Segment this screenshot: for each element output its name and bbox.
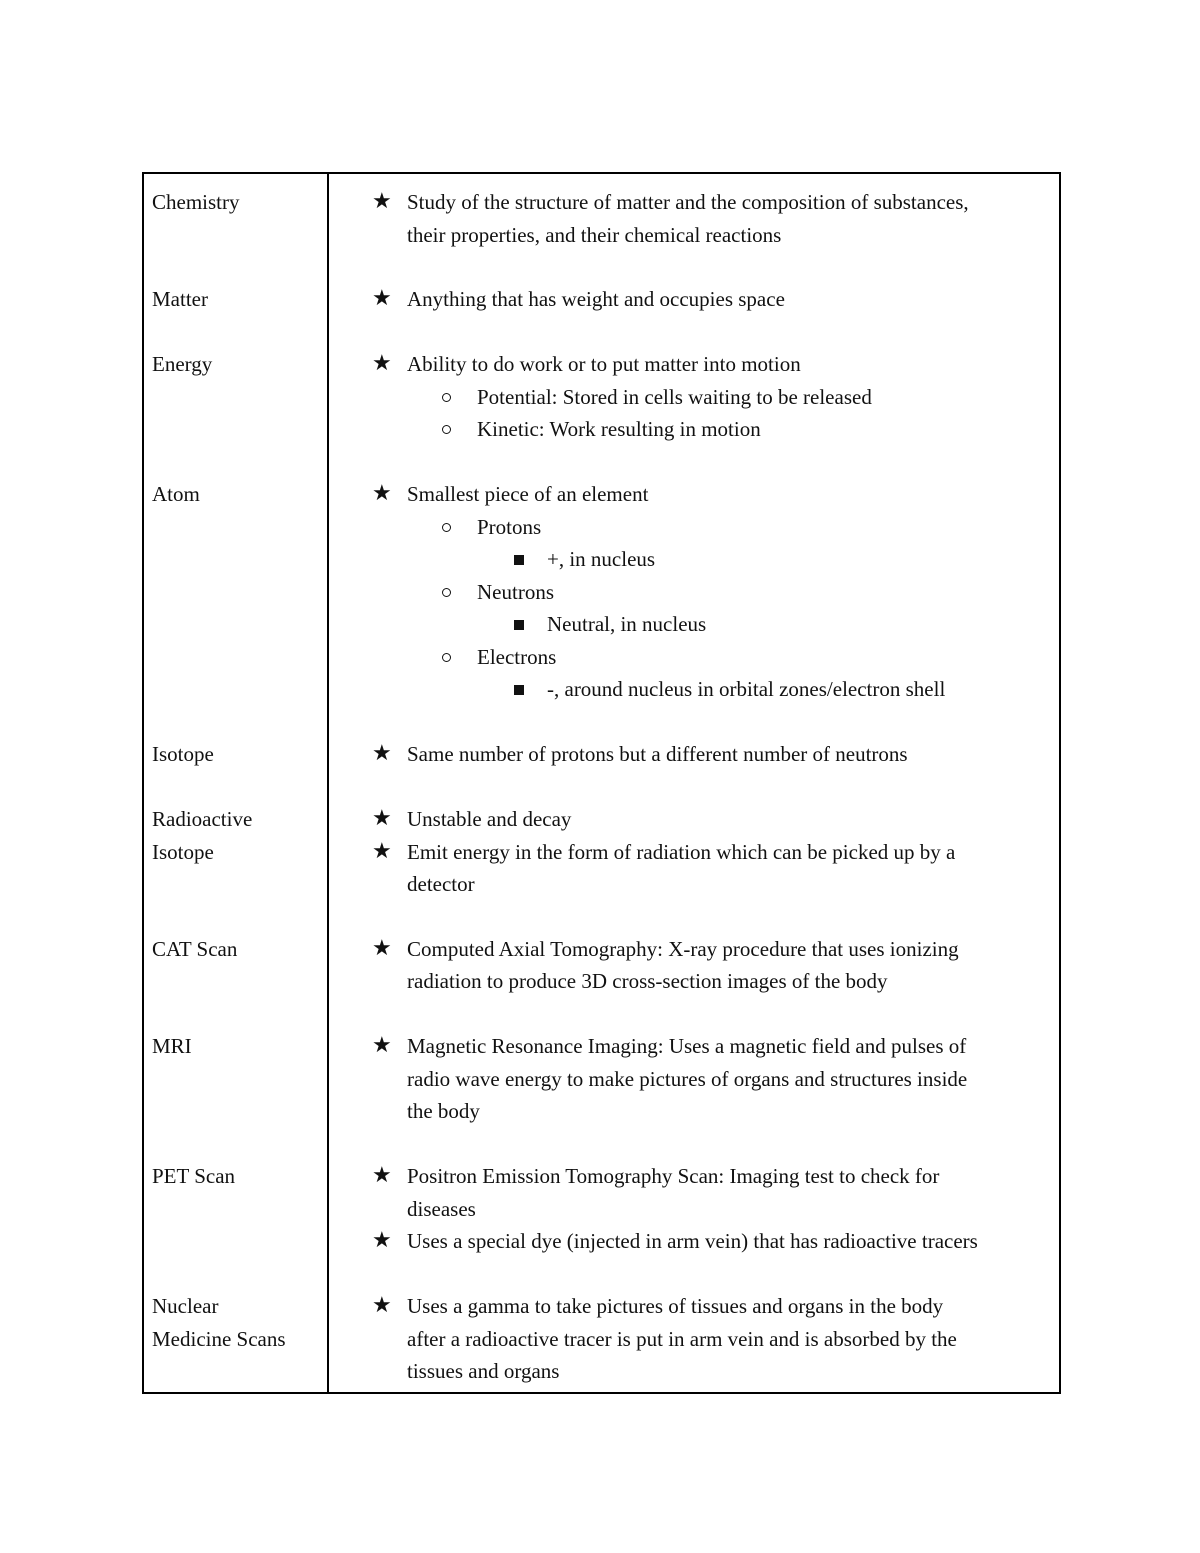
star-bullet-icon: ★ bbox=[372, 188, 392, 213]
definition-line: Unstable and decay bbox=[407, 807, 572, 831]
term-label: Chemistry bbox=[152, 190, 240, 214]
definition-line: -, around nucleus in orbital zones/electron shell bbox=[547, 677, 946, 702]
circle-bullet-icon bbox=[442, 425, 451, 434]
definition-line: Positron Emission Tomography Scan: Imaging test to check for bbox=[407, 1164, 940, 1189]
definition-line: Electrons bbox=[477, 644, 557, 669]
definition-line: detector bbox=[407, 872, 475, 896]
term-label: Atom bbox=[152, 482, 200, 507]
definition-line: Neutrons bbox=[477, 579, 554, 604]
definition-line: Anything that has weight and occupies space bbox=[407, 287, 785, 312]
term-label: Matter bbox=[152, 287, 208, 312]
definition-line: Uses a special dye (injected in arm vein) that has radioactive tracers bbox=[407, 1229, 978, 1254]
definition-line: radiation to produce 3D cross-section images of the body bbox=[407, 969, 888, 994]
definition-line: Potential: Stored in cells waiting to be released bbox=[477, 384, 872, 409]
definition-line: Emit energy in the form of radiation which can be picked up by a bbox=[407, 839, 956, 864]
definition-line: Neutral, in nucleus bbox=[547, 612, 707, 637]
definitions-table bbox=[142, 172, 1061, 1394]
term-label: CAT Scan bbox=[152, 936, 238, 961]
circle-bullet-icon bbox=[442, 653, 451, 662]
definition-line: radio wave energy to make pictures of organs and structures inside bbox=[407, 1066, 968, 1091]
term-label: Radioactive bbox=[152, 807, 253, 831]
square-bullet-icon bbox=[514, 620, 524, 630]
term-label: Nuclear bbox=[152, 1294, 219, 1319]
star-bullet-icon: ★ bbox=[372, 1032, 392, 1058]
definition-line: their properties, and their chemical reactions bbox=[407, 222, 782, 247]
term-label: Medicine Scans bbox=[152, 1326, 286, 1351]
definition-line: Kinetic: Work resulting in motion bbox=[477, 417, 761, 442]
circle-bullet-icon bbox=[442, 393, 451, 402]
star-bullet-icon: ★ bbox=[372, 934, 392, 960]
definition-line: Same number of protons but a different number of neutrons bbox=[407, 742, 908, 767]
column-divider bbox=[327, 174, 329, 1392]
term-label: Isotope bbox=[152, 839, 214, 864]
term-label: Isotope bbox=[152, 742, 214, 767]
term-label: MRI bbox=[152, 1034, 192, 1059]
definition-line: diseases bbox=[407, 1196, 476, 1221]
circle-bullet-icon bbox=[442, 523, 451, 532]
definition-line: Smallest piece of an element bbox=[407, 482, 649, 507]
star-bullet-icon: ★ bbox=[372, 805, 392, 830]
star-bullet-icon: ★ bbox=[372, 1227, 392, 1253]
star-bullet-icon: ★ bbox=[372, 480, 392, 506]
star-bullet-icon: ★ bbox=[372, 740, 392, 766]
square-bullet-icon bbox=[514, 555, 524, 565]
star-bullet-icon: ★ bbox=[372, 350, 392, 376]
definition-line: Magnetic Resonance Imaging: Uses a magnetic field and pulses of bbox=[407, 1034, 967, 1059]
star-bullet-icon: ★ bbox=[372, 837, 392, 863]
definition-line: the body bbox=[407, 1099, 480, 1124]
definition-line: Uses a gamma to take pictures of tissues and organs in the body bbox=[407, 1294, 944, 1319]
star-bullet-icon: ★ bbox=[372, 1162, 392, 1188]
term-label: Energy bbox=[152, 352, 213, 377]
definition-line: Ability to do work or to put matter into motion bbox=[407, 352, 801, 377]
definition-line: Protons bbox=[477, 514, 542, 539]
circle-bullet-icon bbox=[442, 588, 451, 597]
definition-line: Computed Axial Tomography: X-ray procedure that uses ionizing bbox=[407, 936, 959, 961]
definition-line: tissues and organs bbox=[407, 1359, 560, 1384]
term-label: PET Scan bbox=[152, 1164, 236, 1189]
definition-line: Study of the structure of matter and the composition of substances, bbox=[407, 190, 969, 214]
definition-line: +, in nucleus bbox=[547, 547, 656, 572]
definition-line: after a radioactive tracer is put in arm vein and is absorbed by the bbox=[407, 1326, 957, 1351]
star-bullet-icon: ★ bbox=[372, 285, 392, 311]
star-bullet-icon: ★ bbox=[372, 1292, 392, 1318]
square-bullet-icon bbox=[514, 685, 524, 695]
